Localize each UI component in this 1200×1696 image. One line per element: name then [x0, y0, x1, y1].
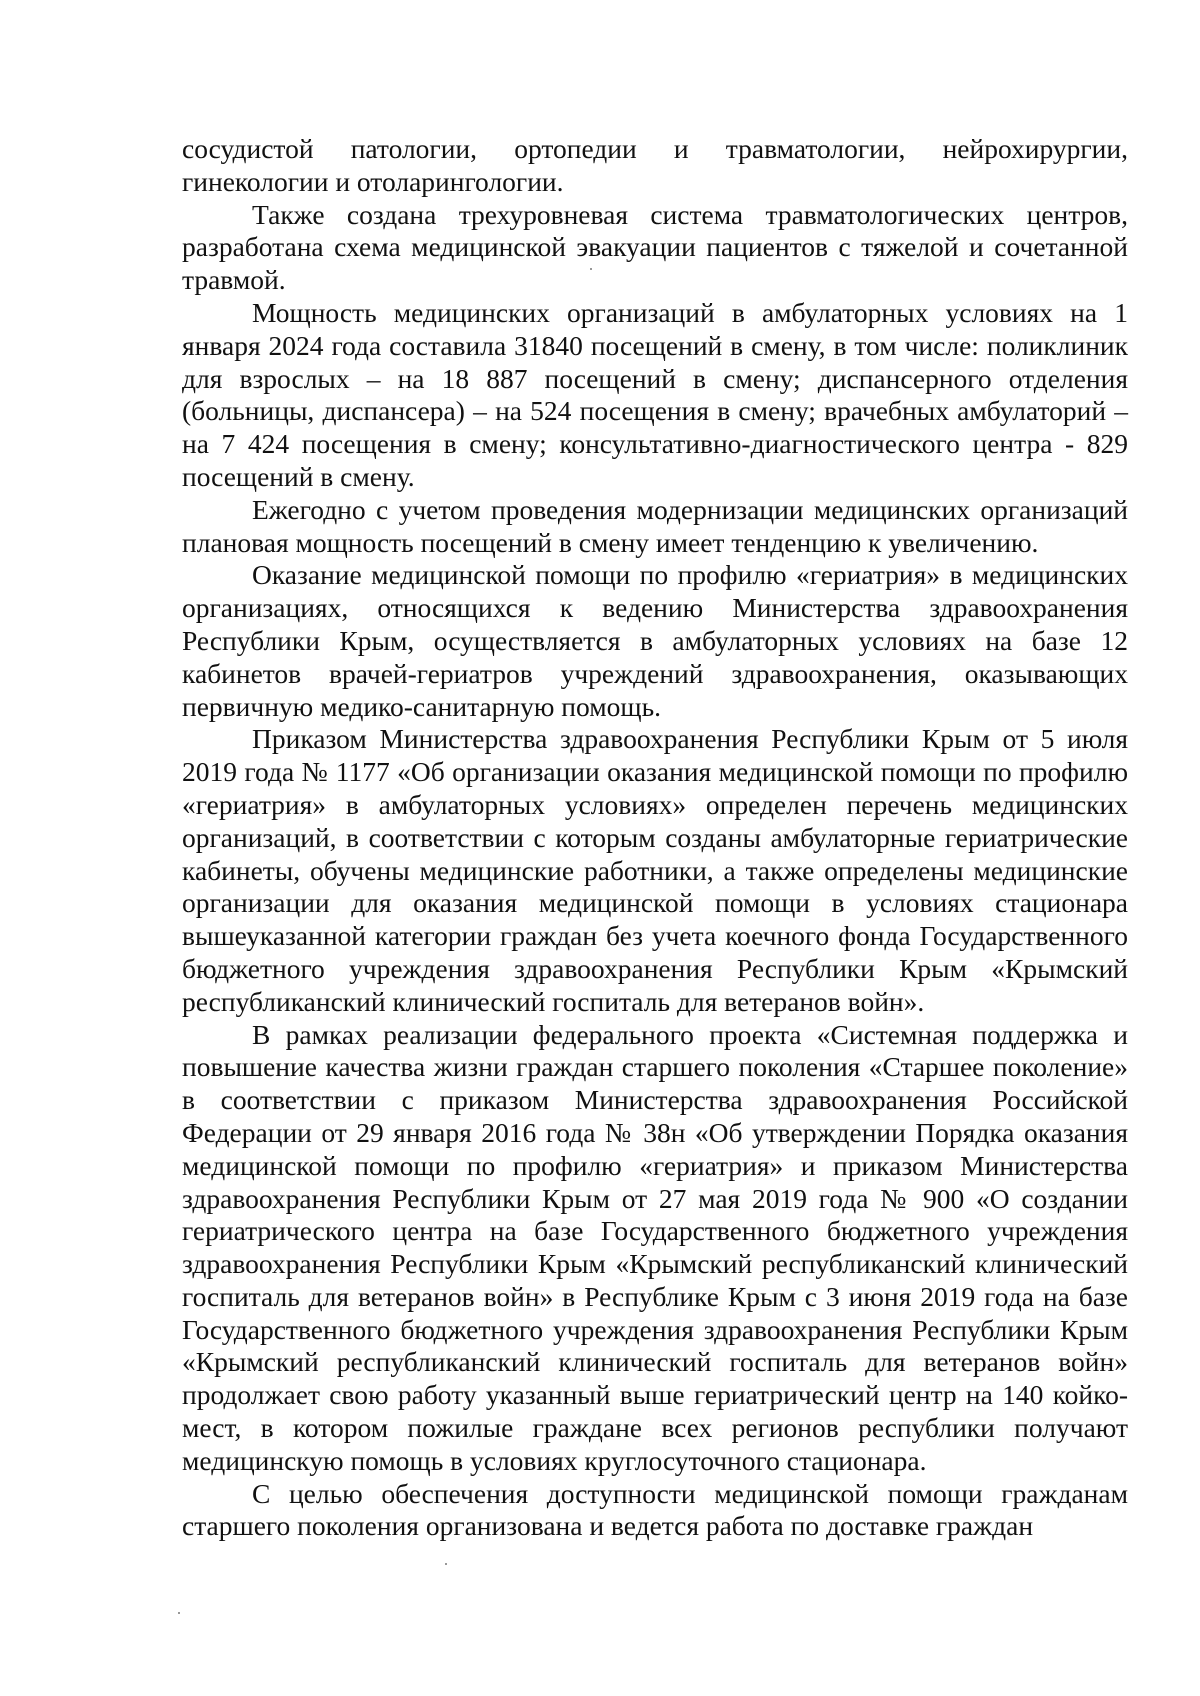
paragraph-outpatient-capacity: Мощность медицинских организаций в амбулаторных условиях на 1 января 2024 года составила 31840 посещений в смену, в том числе: поликлиник для взрослых – на 18 887 посещений в смену; диспансерного отделения (больницы, диспансера) – на 524 посещения в смену; врачебных амбулаторий – на 7 424 посещения в смену; консультативно-диагностического центра - 829 посещений в смену. [182, 296, 1128, 492]
scan-speck [178, 1612, 180, 1614]
document-body [182, 133, 1128, 1543]
paragraph-delivery: С целью обеспечения доступности медицинской помощи гражданам старшего поколения организована и ведется работа по доставке граждан [182, 1477, 1128, 1542]
scan-speck [590, 268, 592, 270]
paragraph-continued: сосудистой патологии, ортопедии и травматологии, нейрохирургии, гинекологии и отоларингологии. [182, 133, 1128, 197]
paragraph-capacity-trend: Ежегодно с учетом проведения модернизации медицинских организаций плановая мощность посещений в смену имеет тенденцию к увеличению. [182, 493, 1128, 558]
paragraph-order-1177: Приказом Министерства здравоохранения Республики Крым от 5 июля 2019 года № 1177 «Об организации оказания медицинской помощи по профилю «гериатрия» в амбулаторных условиях» определен перечень медицинских организаций, в соответствии с которым созданы амбулаторные гериатрические кабинеты, обучены медицинские работники, а также определены медицинские организации для оказания медицинской помощи в условиях стационара вышеуказанной категории граждан без учета коечного фонда Государственного бюджетного учреждения здравоохранения Республики Крым «Крымский республиканский клинический госпиталь для ветеранов войн». [182, 723, 1128, 1017]
paragraph-federal-project: В рамках реализации федерального проекта «Системная поддержка и повышение качества жизни граждан старшего поколения «Старшее поколение» в соответствии с приказом Министерства здравоохранения Российской Федерации от 29 января 2016 года № 38н «Об утверждении Порядка оказания медицинской помощи по профилю «гериатрия» и приказом Министерства здравоохранения Республики Крым от 27 мая 2019 года № 900 «О создании гериатрического центра на базе Государственного бюджетного учреждения здравоохранения Республики Крым «Крымский республиканский клинический госпиталь для ветеранов войн» в Республике Крым с 3 июня 2019 года на базе Государственного бюджетного учреждения здравоохранения Республики Крым «Крымский республиканский клинический госпиталь для ветеранов войн» продолжает свою работу указанный выше гериатрический центр на 140 койко-мест, в котором пожилые граждане всех регионов республики получают медицинскую помощь в условиях круглосуточного стационара. [182, 1018, 1128, 1476]
scan-speck [445, 1563, 447, 1565]
paragraph-geriatrics-care: Оказание медицинской помощи по профилю «гериатрия» в медицинских организациях, относящихся к ведению Министерства здравоохранения Республики Крым, осуществляется в амбулаторных условиях на базе 12 кабинетов врачей-гериатров учреждений здравоохранения, оказывающих первичную медико-санитарную помощь. [182, 559, 1128, 722]
paragraph-trauma-centers: Также создана трехуровневая система травматологических центров, разработана схема медицинской эвакуации пациентов с тяжелой и сочетанной травмой. [182, 198, 1128, 296]
